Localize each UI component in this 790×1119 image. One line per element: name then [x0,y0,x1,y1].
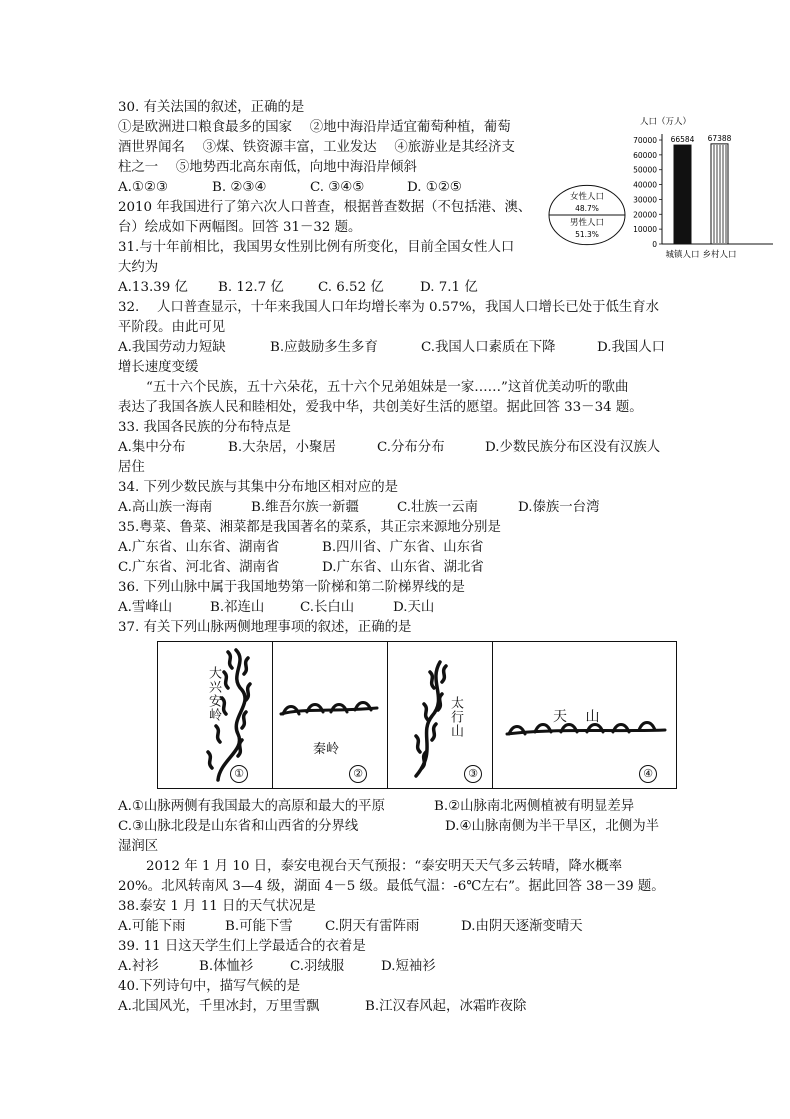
q32-option-d: D.我国人口 [597,340,666,355]
q30-option-a: A.①②③ [118,180,168,195]
panel-2-label: 秦岭 [313,742,340,757]
pie-slice-value: 48.7% [575,204,599,213]
q37-text-3: 湿润区 [118,839,159,854]
bar-y-tick-label: 10000 [633,225,657,235]
q39-option-a: A.衬衫 [118,959,159,974]
weather-intro-1: 2012 年 1 月 10 日，泰安电视台天气预报：“泰安明天天气多云转晴，降水概率 [146,859,623,874]
pie-slice-value: 51.3% [575,230,599,239]
bar-y-axis-label: 人口（万人） [640,117,692,127]
panel-1-label: 大兴安岭 [206,666,221,722]
bar-y-tick-label: 0 [652,240,657,249]
q30-stem: 30. 有关法国的叙述，正确的是 [118,100,305,115]
q37-option-b: B.②山脉南北两侧植被有明显差异 [434,799,635,814]
bar-y-tick-label: 20000 [633,210,657,220]
panel-3-number: ③ [464,765,482,783]
q31-text-1: 31.与十年前相比，我国男女性别比例有所变化，目前全国女性人口 [118,240,515,255]
mountain-panel-2 [273,642,388,788]
q38-option-a: A.可能下雨 [118,919,186,934]
q34-option-c: C.壮族一云南 [397,500,478,515]
q36-option-c: C.长白山 [300,600,355,615]
q36-option-d: D.天山 [393,600,435,615]
bar-rural [711,144,728,244]
q33-option-d: D.少数民族分布区没有汉族人 [485,440,661,455]
q31-option-a: A.13.39 亿 [118,280,188,295]
mountain-panel-3 [388,642,493,788]
pie-slice-label: 男性人口 [569,218,605,228]
q37-option-d: D.④山脉南侧为半干旱区，北侧为半 [445,819,659,834]
q38-option-b: B.可能下雪 [225,919,293,934]
panel-4-number: ④ [639,765,657,783]
q30-text-3: 柱之一 ⑤地势西北高东南低，向地中海沿岸倾斜 [118,160,417,175]
bar-y-tick-label: 60000 [633,150,657,160]
q32-text-1: 32. 人口普查显示，十年来我国人口年均增长率为 0.57%，我国人口增长已处于低生育水 [118,300,660,315]
q31-option-c: C. 6.52 亿 [318,280,384,295]
q38-stem: 38.泰安 1 月 11 日的天气状况是 [118,899,316,914]
mountain-panel-1 [158,642,273,788]
q34-option-d: D.傣族一台湾 [518,500,600,515]
q37-option-c: C.③山脉北段是山东省和山西省的分界线 [118,819,359,834]
q32-option-b: B.应鼓励多生多育 [270,340,378,355]
q38-option-d: D.由阴天逐渐变晴天 [461,919,583,934]
song-intro-2: 表达了我国各族人民和睦相处，爱我中华，共创美好生活的愿望。据此回答 33－34 题。 [118,400,643,415]
q36-stem: 36. 下列山脉中属于我国地势第一阶梯和第二阶梯界线的是 [118,580,465,595]
bar-y-tick-label: 50000 [633,165,657,175]
census-chart-svg [548,112,780,270]
q34-stem: 34. 下列少数民族与其集中分布地区相对应的是 [118,480,398,495]
census-charts [548,112,780,270]
bar-value-label: 67388 [707,133,732,143]
q30-option-c: C. ③④⑤ [310,180,365,195]
census-intro-1: 2010 年我国进行了第六次人口普查，根据普查数据（不包括港、澳、 [118,200,532,215]
q34-option-a: A.高山族一海南 [118,500,213,515]
q36-option-b: B.祁连山 [210,600,265,615]
q38-option-c: C.阴天有雷阵雨 [325,919,420,934]
q36-option-a: A.雪峰山 [118,600,173,615]
q30-text-1: ①是欧洲进口粮食最多的国家 ②地中海沿岸适宜葡萄种植，葡萄 [118,120,511,135]
mountain-symbol-qinling [273,642,386,787]
mountain-figure [157,641,677,789]
q39-stem: 39. 11 日这天学生们上学最适合的衣着是 [118,939,366,954]
q33-option-b: B.大杂居，小聚居 [228,440,336,455]
q33-option-c: C.分布分布 [377,440,445,455]
q33-option-a: A.集中分布 [118,440,186,455]
census-intro-2: 台）绘成如下两幅图。回答 31－32 题。 [118,220,362,235]
q32-option-a: A.我国劳动力短缺 [118,340,226,355]
q33-stem: 33. 我国各民族的分布特点是 [118,420,291,435]
q32-option-c: C.我国人口素质在下降 [421,340,556,355]
q35-stem: 35.粤菜、鲁菜、湘菜都是我国著名的菜系，其正宗来源地分别是 [118,520,501,535]
q30-option-b: B. ②③④ [212,180,267,195]
mountain-panel-4 [493,642,678,788]
panel-1-number: ① [230,765,248,783]
weather-intro-2: 20%。北风转南风 3—4 级，湖面 4－5 级。最低气温：-6℃左右”。据此回答 38－39 题。 [118,879,665,894]
bar-y-tick-label: 40000 [633,180,657,190]
q31-option-d: D. 7.1 亿 [420,280,478,295]
bar-category-label: 城镇人口 [665,250,700,260]
q35-option-c: C.广东省、河北省、湖南省 [118,560,280,575]
q39-option-c: C.羽绒服 [290,959,345,974]
q31-option-b: B. 12.7 亿 [218,280,284,295]
q37-stem: 37. 有关下列山脉两侧地理事项的叙述，正确的是 [118,620,412,635]
q35-option-b: B.四川省、广东省、山东省 [322,540,484,555]
q32-text-2: 平阶段。由此可见 [118,320,226,335]
q32-text-3: 增长速度变缓 [118,360,199,375]
song-intro-1: “五十六个民族，五十六朵花，五十六个兄弟姐妹是一家……”这首优美动听的歌曲 [146,380,629,395]
q31-text-2: 大约为 [118,260,159,275]
bar-y-tick-label: 70000 [633,136,657,145]
q40-option-b: B.江汉春风起，冰霜昨夜除 [365,999,527,1014]
q39-option-b: B.体恤衫 [199,959,254,974]
pie-slice-label: 女性人口 [569,192,605,202]
q40-option-a: A.北国风光，千里冰封，万里雪飘 [118,999,320,1014]
bar-category-label: 乡村人口 [702,250,737,260]
q37-option-a: A.①山脉两侧有我国最大的高原和最大的平原 [118,799,385,814]
q40-stem: 40.下列诗句中，描写气候的是 [118,979,300,994]
bar-urban [674,145,691,244]
panel-4-label: 天 山 [553,709,600,725]
panel-3-label: 太行山 [448,696,463,738]
bar-y-tick-label: 30000 [633,195,657,205]
q30-option-d: D. ①②⑤ [407,180,462,195]
q33-text-2: 居住 [118,460,145,475]
q34-option-b: B.维吾尔族一新疆 [251,500,359,515]
bar-value-label: 66584 [670,135,695,145]
panel-2-number: ② [349,765,367,783]
q35-option-a: A.广东省、山东省、湖南省 [118,540,280,555]
q30-text-2: 酒世界闻名 ③煤、铁资源丰富，工业发达 ④旅游业是其经济支 [118,140,515,155]
q35-option-d: D.广东省、山东省、湖北省 [322,560,484,575]
q39-option-d: D.短袖衫 [381,959,436,974]
